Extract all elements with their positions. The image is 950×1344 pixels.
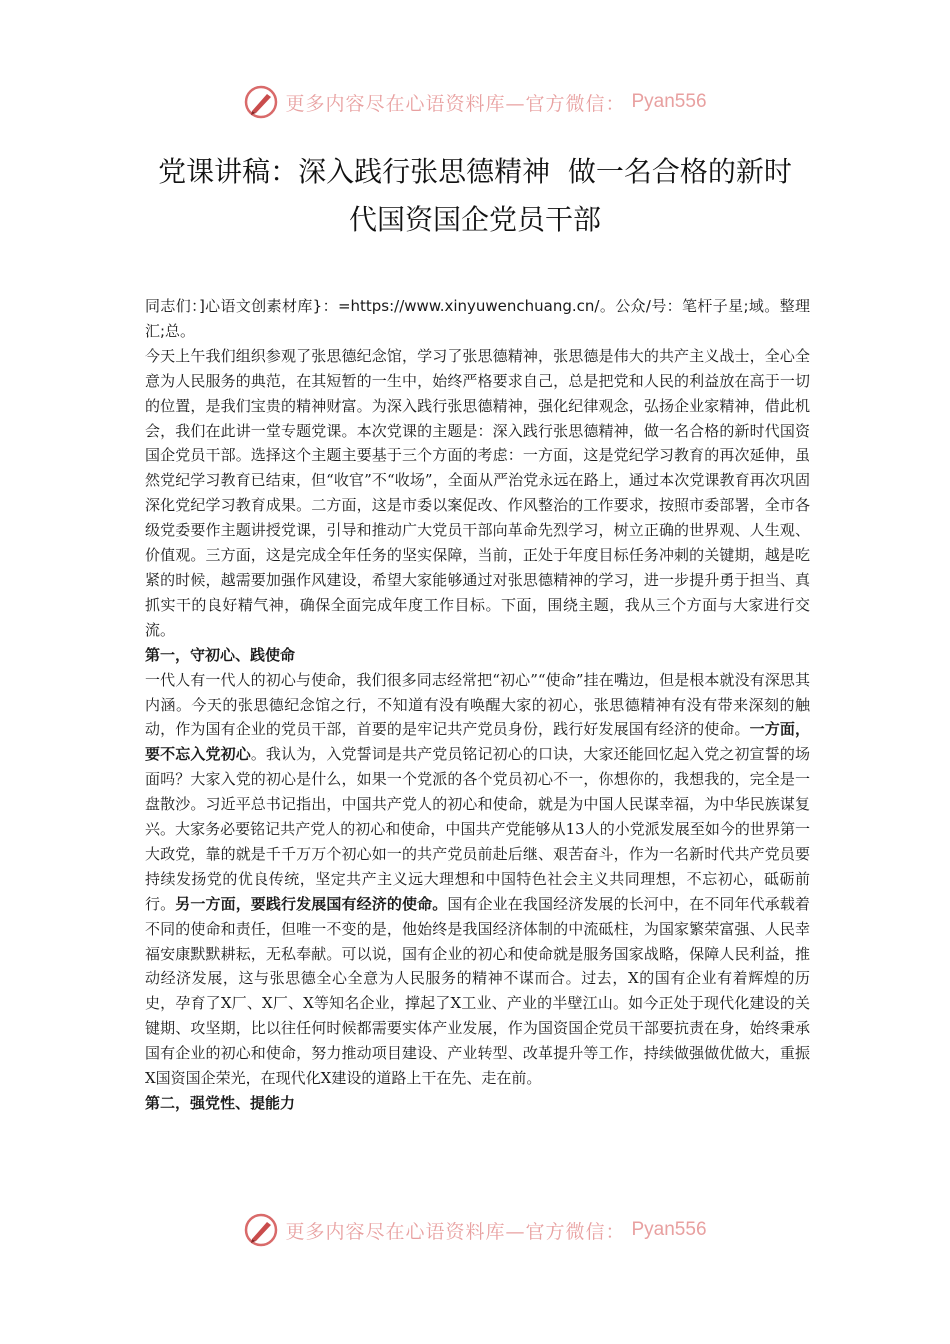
intro-paragraph: 今天上午我们组织参观了张思德纪念馆，学习了张思德精神，张思德是伟大的共产主义战士，全心全意为人民服务的典范，在其短暂的一生中，始终严格要求自己，总是把党和人民的利益放在高于一切的位置，是我们宝贵的精神财富。为深入践行张思德精神，强化纪律观念，弘扬企业家精神，借此机会，我们在此讲一堂专题党课。本次党课的主题是：深入践行张思德精神，做一名合格的新时代国资国企党员干部。选择这个主题主要基于三个方面的考虑：一方面，这是党纪学习教育的再次延伸，虽然党纪学习教育已结束，但“收官”不“收场”，全面从严治党永远在路上，通过本次党课教育再次巩固深化党纪学习教育成果。二方面，这是市委以案促改、作风整治的工作要求，按照市委部署，全市各级党委要作主题讲授党课，引导和推动广大党员干部向革命先烈学习，树立正确的世界观、人生观、价值观。三方面，这是完成全年任务的坚实保障，当前，正处于年度目标任务冲刺的关键期，越是吃紧的时候，越需要加强作风建设，希望大家能够通过对张思德精神的学习，进一步提升勇于担当、真抓实干的良好精气神，确保全面完成年度工作目标。下面，围绕主题，我从三个方面与大家进行交流。 xyxy=(145,346,810,639)
document-body xyxy=(145,294,810,1116)
bold-point-2: 另一方面，要践行发展国有经济的使命。 xyxy=(175,894,448,913)
section-heading-1: 第一，守初心、践使命 xyxy=(145,645,296,664)
banner-content xyxy=(243,1212,706,1248)
pen-circle-logo-icon xyxy=(243,1212,279,1248)
source-line: 同志们：]心语文创素材库}：=https://www.xinyuwenchuang.cn/。公众/号：笔杆子星;域。整理汇;总。 xyxy=(145,297,810,340)
section-heading-2: 第二，强党性、提能力 xyxy=(145,1094,296,1112)
banner-wechat-id: Pyan556 xyxy=(631,91,707,112)
para-text: 。我认为，入党誓词是共产党员铭记初心的口诀，大家还能回忆起入党之初宣誓的场面吗？大家入党的初心是什么，如果一个党派的各个党员初心不一，你想你的，我想我的，完全是一盘散沙。习近平总书记指出，中国共产党人的初心和使命，就是为中国人民谋幸福，为中华民族谋复兴。大家务必要铭记共产党人的初心和使命，中国共产党能够从13人的小党派发展至如今的世界第一大政党，靠的就是千千万万个初心如一的共产党员前赴后继、艰苦奋斗，作为一名新时代共产党员要持续发扬党的优良传统，坚定共产主义远大理想和中国特色社会主义共同理想，不忘初心，砥砺前行。 xyxy=(145,745,810,913)
pen-circle-logo-icon xyxy=(243,84,279,120)
document-title xyxy=(120,148,830,244)
title-line-2: 代国资国企党员干部 xyxy=(348,203,601,236)
para-text: 国有企业在我国经济发展的长河中，在不同年代承载着不同的使命和责任，但唯一不变的是，他始终是我国经济体制的中流砥柱，为国家繁荣富强、人民幸福安康默默耕耘，无私奉献。可以说，国有企业的初心和使命就是服务国家战略，保障人民利益，推动经济发展，这与张思德全心全意为人民服务的精神不谋而合。过去，X的国有企业有着辉煌的历史，孕育了X厂、X厂、X等知名企业，撑起了X工业、产业的半壁江山。如今正处于现代化建设的关键期、攻坚期，比以往任何时候都需要实体产业发展，作为国资国企党员干部要抗责在身，始终秉承国有企业的初心和使命，努力推动项目建设、产业转型、改革提升等工作，持续做强做优做大，重振X国资国企荣光，在现代化X建设的道路上干在先、走在前。 xyxy=(145,894,810,1088)
banner-text: 更多内容尽在心语资料库—官方微信： xyxy=(285,92,626,115)
section-1-paragraph xyxy=(145,668,810,1091)
title-line-1: 党课讲稿：深入践行张思德精神 做一名合格的新时 xyxy=(158,155,792,188)
banner-content xyxy=(243,84,706,120)
para-text: 一代人有一代人的初心与使命，我们很多同志经常把“初心”“使命”挂在嘴边，但是根本就没有深思其内涵。今天的张思德纪念馆之行，不知道有没有唤醒大家的初心，张思德精神有没有带来深刻的触动，作为国有企业的党员干部，首要的是牢记共产党员身份，践行好发展国有经济的使命。 xyxy=(145,670,810,739)
bold-point-1: 一方面，要不忘入党初心 xyxy=(145,720,810,764)
banner-text: 更多内容尽在心语资料库—官方微信： xyxy=(285,1220,626,1243)
header-banner xyxy=(0,82,950,122)
banner-wechat-id: Pyan556 xyxy=(631,1219,707,1240)
footer-banner xyxy=(0,1210,950,1250)
